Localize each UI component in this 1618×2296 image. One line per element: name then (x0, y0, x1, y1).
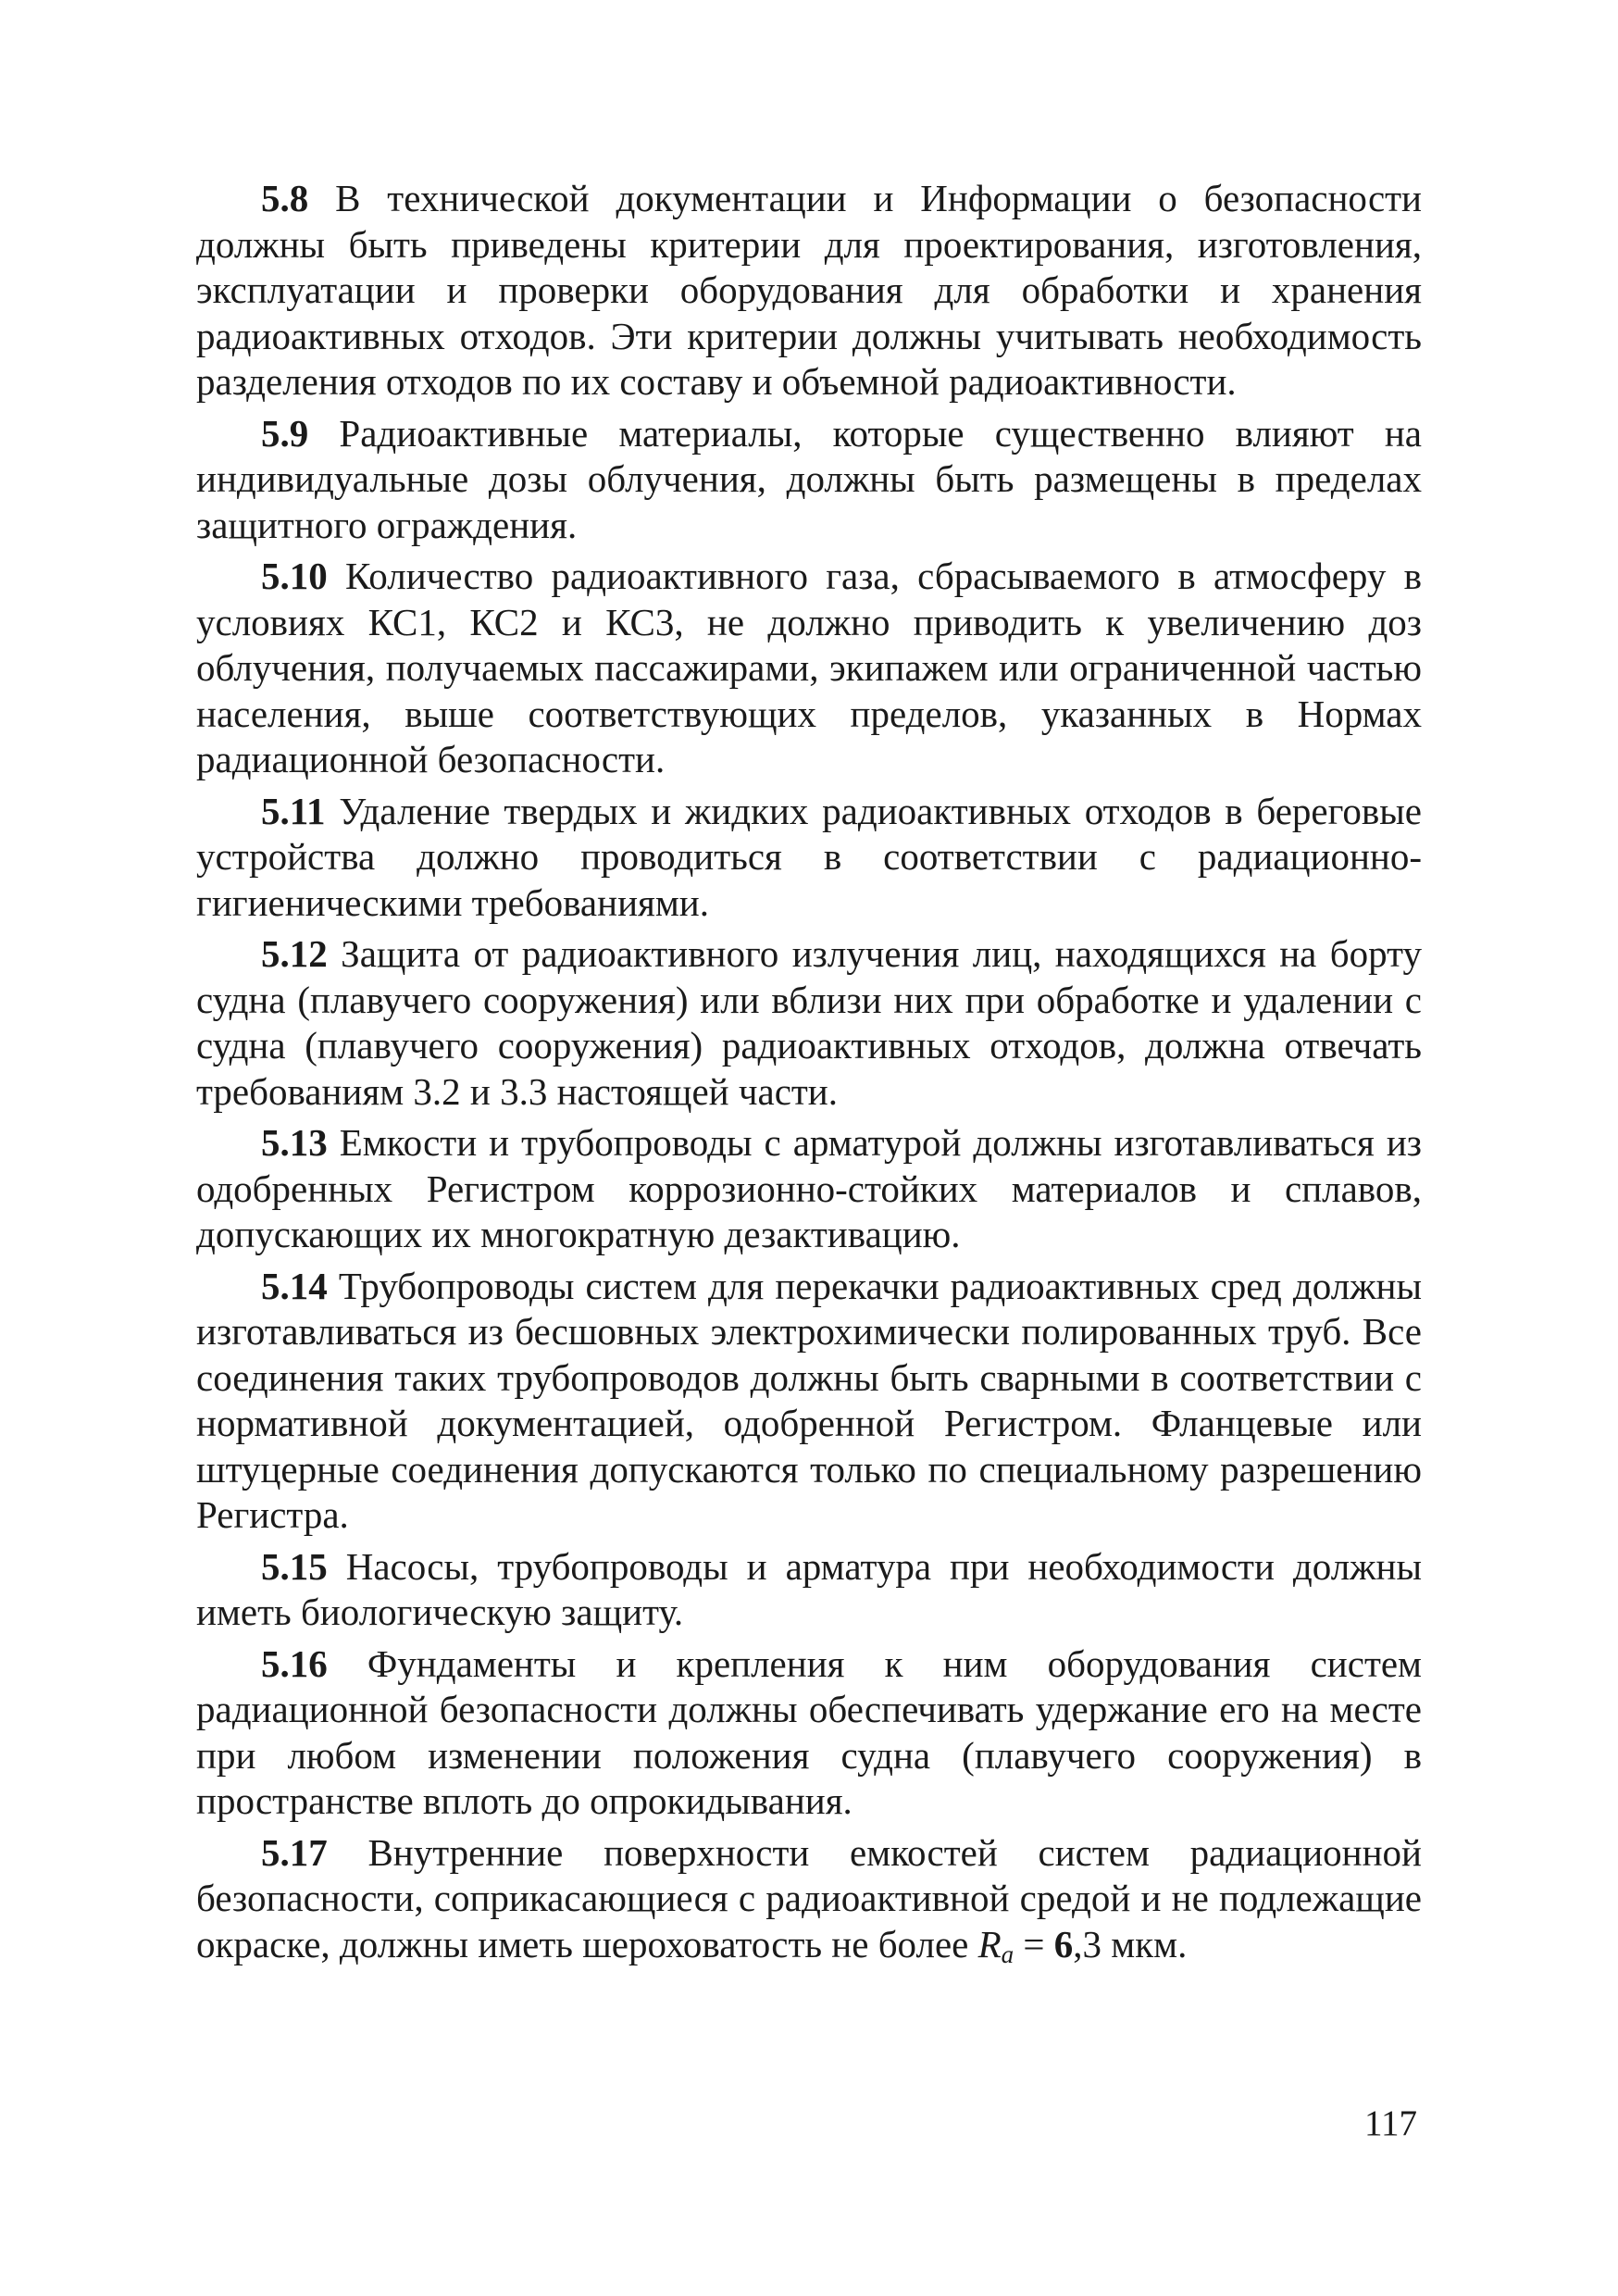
equals-sign: = (1014, 1922, 1054, 1965)
paragraph-5-12 (196, 931, 1422, 1115)
clause-number: 5.17 (261, 1830, 328, 1874)
clause-number: 5.10 (261, 555, 328, 597)
roughness-symbol (977, 1922, 1014, 1968)
paragraph-5-11 (196, 789, 1422, 927)
document-body (196, 176, 1422, 1973)
clause-number: 5.8 (261, 177, 309, 219)
clause-text: Внутренние поверхности емкостей систем радиационной безопасности, соприкасающиеся с радиоактивной средой и не подлежащие окраске, должны иметь шероховатость не более (196, 1830, 1423, 1965)
paragraph-5-16 (196, 1641, 1422, 1825)
page-number: 117 (1364, 2103, 1418, 2143)
clause-number: 5.11 (261, 789, 326, 832)
roughness-value-rest: ,3 мкм. (1073, 1922, 1188, 1965)
paragraph-5-8 (196, 176, 1422, 406)
clause-text: Емкости и трубопроводы с арматурой должны изготавливаться из одобренных Регистром коррозионно-стойких материалов и сплавов, допускающих их многократную дезактивацию. (196, 1121, 1422, 1255)
clause-number: 5.12 (261, 932, 328, 975)
clause-number: 5.13 (261, 1121, 328, 1164)
paragraph-5-9 (196, 411, 1422, 549)
clause-number: 5.15 (261, 1544, 328, 1588)
clause-number: 5.16 (261, 1641, 328, 1685)
clause-text: Радиоактивные материалы, которые существенно влияют на индивидуальные дозы облучения, должны быть размещены в пределах защитного ограждения. (196, 411, 1423, 546)
roughness-value-int: 6 (1053, 1922, 1074, 1965)
roughness-letter: R (977, 1922, 1002, 1965)
clause-text: Защита от радиоактивного излучения лиц, находящихся на борту судна (плавучего сооружения) или вблизи них при обработке и удалении с судна (плавучего сооружения) радиоактивных отходов, должна отвечать требованиям 3.2 и 3.3 настоящей части. (196, 932, 1422, 1113)
clause-text: Трубопроводы систем для перекачки радиоактивных сред должны изготавливаться из бесшовных электрохимически полированных труб. Все соединения таких трубопроводов должны быть сварными в соответствии с нормативной документацией, одобренной Регистром. Фланцевые или штуцерные соединения допускаются только по специальному разрешению Регистра. (196, 1264, 1423, 1536)
clause-text: Количество радиоактивного газа, сбрасываемого в атмосферу в условиях КС1, КС2 и КС3, не должно приводить к увеличению доз облучения, получаемых пассажирами, экипажем или ограниченной частью населения, выше соответствующих пределов, указанных в Нормах радиационной безопасности. (196, 555, 1422, 780)
clause-text: Насосы, трубопроводы и арматура при необходимости должны иметь биологическую защиту. (196, 1544, 1422, 1633)
roughness-subscript: a (1001, 1940, 1014, 1968)
paragraph-5-10 (196, 554, 1422, 783)
paragraph-5-14 (196, 1264, 1422, 1539)
clause-text: Фундаменты и крепления к ним оборудования систем радиационной безопасности должны обеспечивать удержание его на месте при любом изменении положения судна (плавучего сооружения) в пространстве вплоть до опрокидывания. (196, 1641, 1423, 1822)
paragraph-5-13 (196, 1120, 1422, 1258)
clause-text: В технической документации и Информации о безопасности должны быть приведены критерии для проектирования, изготовления, эксплуатации и проверки оборудования для обработки и хранения радиоактивных отходов. Эти критерии должны учитывать необходимость разделения отходов по их составу и объемной радиоактивности. (196, 177, 1422, 403)
paragraph-5-17 (196, 1830, 1422, 1968)
paragraph-5-15 (196, 1544, 1422, 1636)
clause-text: Удаление твердых и жидких радиоактивных отходов в береговые устройства должно проводиться в соответствии с радиационно-гигиеническими требованиями. (196, 789, 1422, 924)
clause-number: 5.14 (261, 1264, 328, 1307)
clause-number: 5.9 (261, 411, 309, 455)
